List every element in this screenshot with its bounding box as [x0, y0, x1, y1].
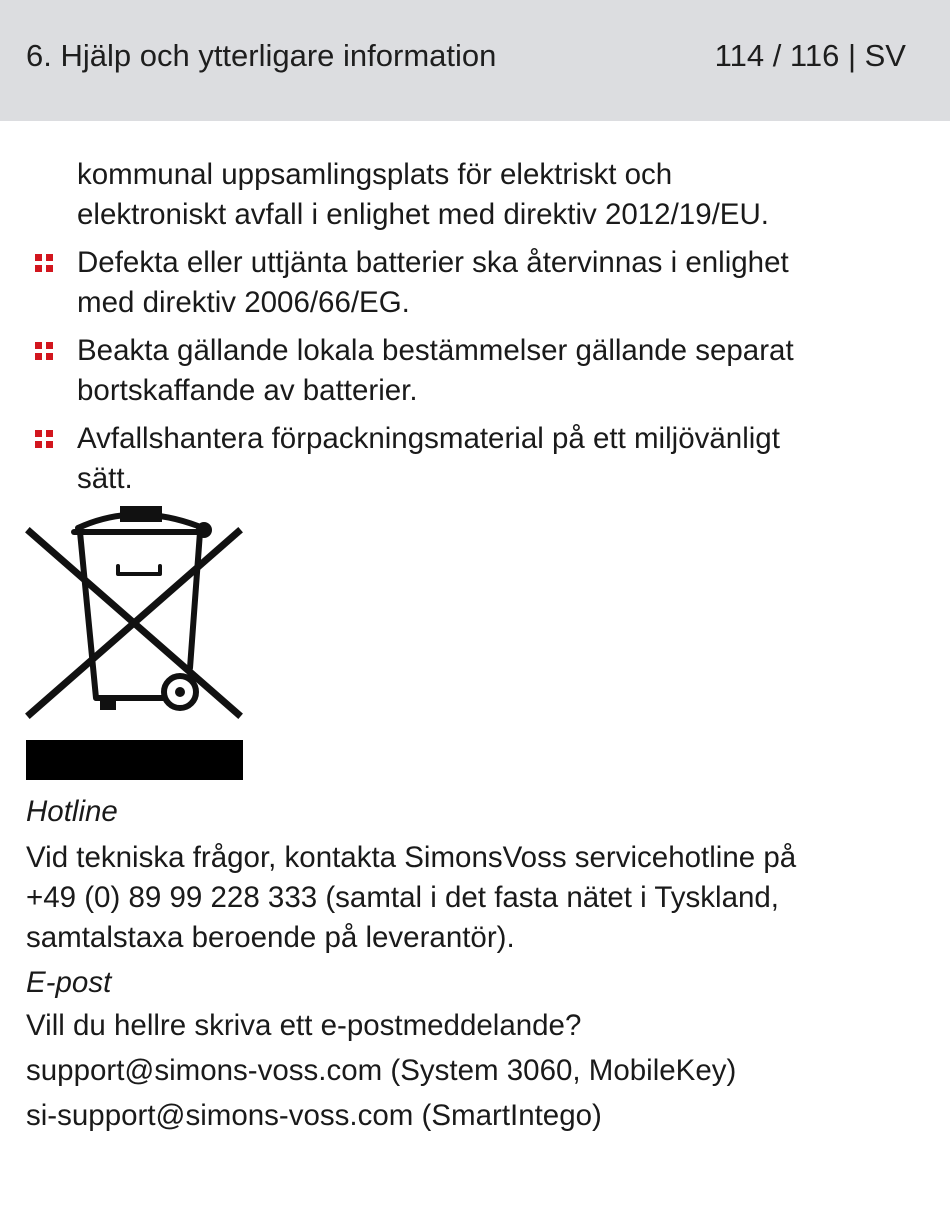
text-line: elektroniskt avfall i enlighet med direktiv 2012/19/EU. — [77, 198, 769, 231]
text-line: sätt. — [77, 462, 133, 495]
bullet-icon — [35, 342, 53, 360]
list-item — [77, 419, 927, 499]
list-item — [77, 331, 927, 411]
email-link[interactable]: si-support@simons-voss.com (SmartIntego) — [26, 1099, 602, 1132]
email-address-support[interactable] — [26, 1051, 926, 1091]
email-intro — [26, 1006, 926, 1046]
text-line: bortskaffande av batterier. — [77, 374, 418, 407]
email-link[interactable]: support@simons-voss.com (System 3060, MobileKey) — [26, 1054, 737, 1087]
email-section — [26, 963, 926, 1003]
text-line: med direktiv 2006/66/EG. — [77, 286, 410, 319]
hotline-text — [26, 838, 926, 958]
text-line: Vill du hellre skriva ett e-postmeddelande? — [26, 1009, 582, 1042]
page-header — [0, 0, 950, 121]
continued-paragraph — [77, 155, 927, 235]
text-line: Defekta eller uttjänta batterier ska återvinnas i enlighet — [77, 246, 789, 279]
page-number: 114 / 116 | SV — [714, 38, 906, 73]
section-title: 6. Hjälp och ytterligare information — [26, 38, 497, 73]
bullet-icon — [35, 430, 53, 448]
crossed-out-wheelie-bin-icon — [22, 500, 250, 785]
text-line: samtalstaxa beroende på leverantör). — [26, 921, 515, 954]
bullet-icon — [35, 254, 53, 272]
list-item — [77, 243, 927, 323]
text-line: +49 (0) 89 99 228 333 (samtal i det fasta nätet i Tyskland, — [26, 881, 779, 914]
hotline-heading: Hotline — [26, 795, 118, 828]
text-line: Avfallshantera förpackningsmaterial på ett miljövänligt — [77, 422, 780, 455]
text-line: kommunal uppsamlingsplats för elektriskt och — [77, 158, 673, 191]
text-line: Vid tekniska frågor, kontakta SimonsVoss servicehotline på — [26, 841, 797, 874]
hotline-section — [26, 792, 926, 832]
text-line: Beakta gällande lokala bestämmelser gällande separat — [77, 334, 794, 367]
email-heading: E-post — [26, 966, 112, 999]
email-address-si-support[interactable] — [26, 1096, 926, 1136]
